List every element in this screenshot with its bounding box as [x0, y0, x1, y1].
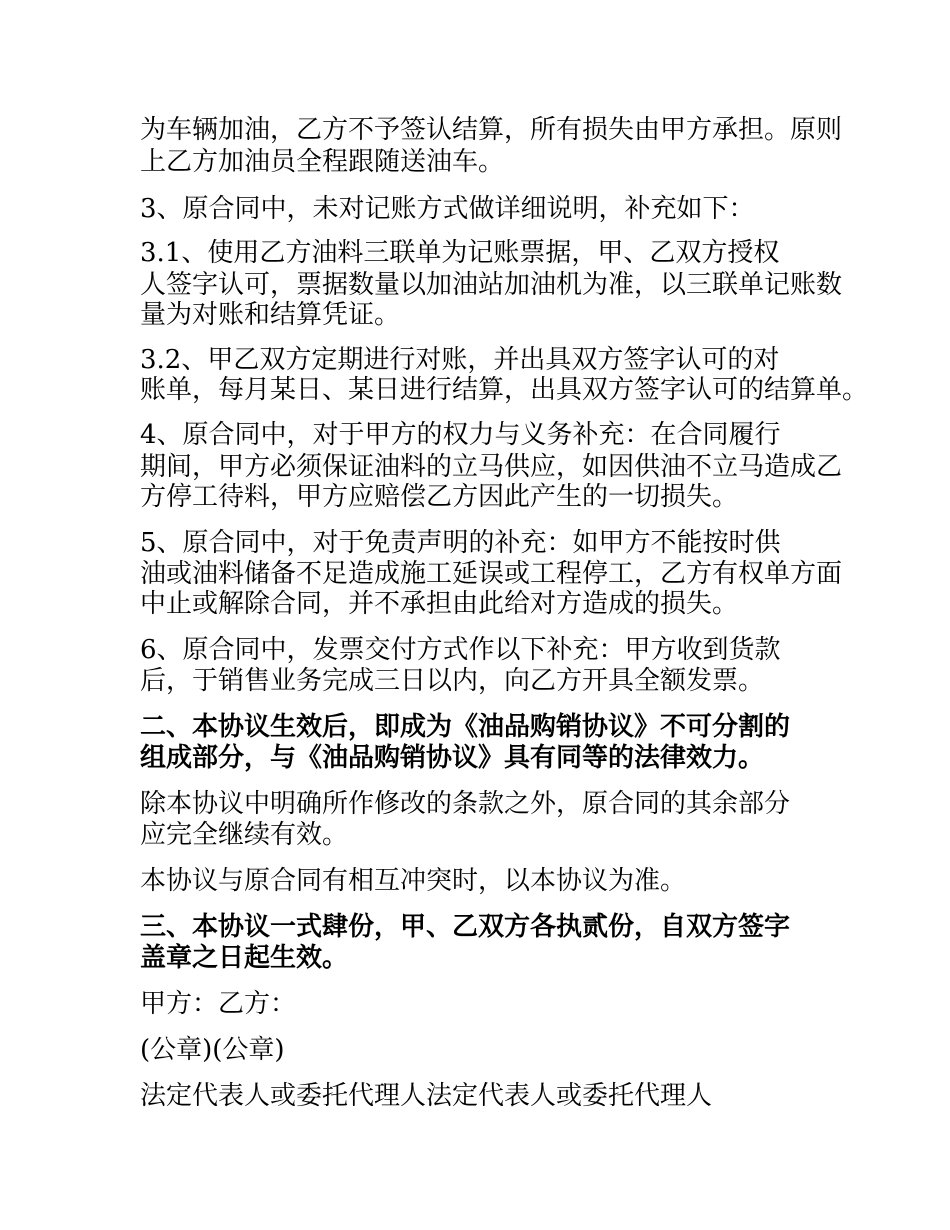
text-line: 6、原合同中，发票交付方式作以下补充：甲方收到货款 — [140, 635, 781, 665]
text-line: 上乙方加油员全程跟随送油车。 — [140, 147, 505, 177]
text-line: 3.2、甲乙双方定期进行对账，并出具双方签字认可的对 — [140, 345, 780, 375]
party-labels: 甲方：乙方： — [140, 989, 297, 1019]
text-line: 人签字认可，票据数量以加油站加油机为准，以三联单记账数 — [140, 270, 843, 300]
text-line: 为车辆加油，乙方不予签认结算，所有损失由甲方承担。原则 — [140, 115, 843, 145]
text-line: 除本协议中明确所作修改的条款之外，原合同的其余部分 — [140, 789, 791, 819]
text-line: 应完全继续有效。 — [140, 820, 349, 850]
text-line: 油或油料储备不足造成施工延误或工程停工，乙方有权单方面 — [140, 559, 843, 589]
seal-labels: (公章)(公章) — [140, 1035, 285, 1065]
text-line: 4、原合同中，对于甲方的权力与义务补充：在合同履行 — [140, 420, 781, 450]
section-heading-line: 盖章之日起生效。 — [140, 943, 349, 973]
text-line: 中止或解除合同，并不承担由此给对方造成的损失。 — [140, 589, 739, 619]
text-line: 3、原合同中，未对记账方式做详细说明，补充如下： — [140, 194, 755, 224]
text-line: 3.1、使用乙方油料三联单为记账票据，甲、乙双方授权 — [140, 238, 780, 268]
section-heading-line: 二、本协议生效后，即成为《油品购销协议》不可分割的 — [140, 712, 791, 742]
text-line: 后，于销售业务完成三日以内，向乙方开具全额发票。 — [140, 666, 765, 696]
text-line: 期间，甲方必须保证油料的立马供应，如因供油不立马造成乙 — [140, 452, 843, 482]
text-line: 本协议与原合同有相互冲突时，以本协议为准。 — [140, 866, 687, 896]
text-line: 账单，每月某日、某日进行结算，出具双方签字认可的结算单。 — [140, 375, 869, 405]
text-line: 量为对账和结算凭证。 — [140, 300, 401, 330]
section-heading-line: 组成部分，与《油品购销协议》具有同等的法律效力。 — [140, 743, 765, 773]
text-line: 5、原合同中，对于免责声明的补充：如甲方不能按时供 — [140, 528, 781, 558]
text-line: 方停工待料，甲方应赔偿乙方因此产生的一切损失。 — [140, 482, 739, 512]
representative-labels: 法定代表人或委托代理人法定代表人或委托代理人 — [140, 1081, 713, 1111]
section-heading-line: 三、本协议一式肆份，甲、乙双方各执贰份，自双方签字 — [140, 912, 791, 942]
